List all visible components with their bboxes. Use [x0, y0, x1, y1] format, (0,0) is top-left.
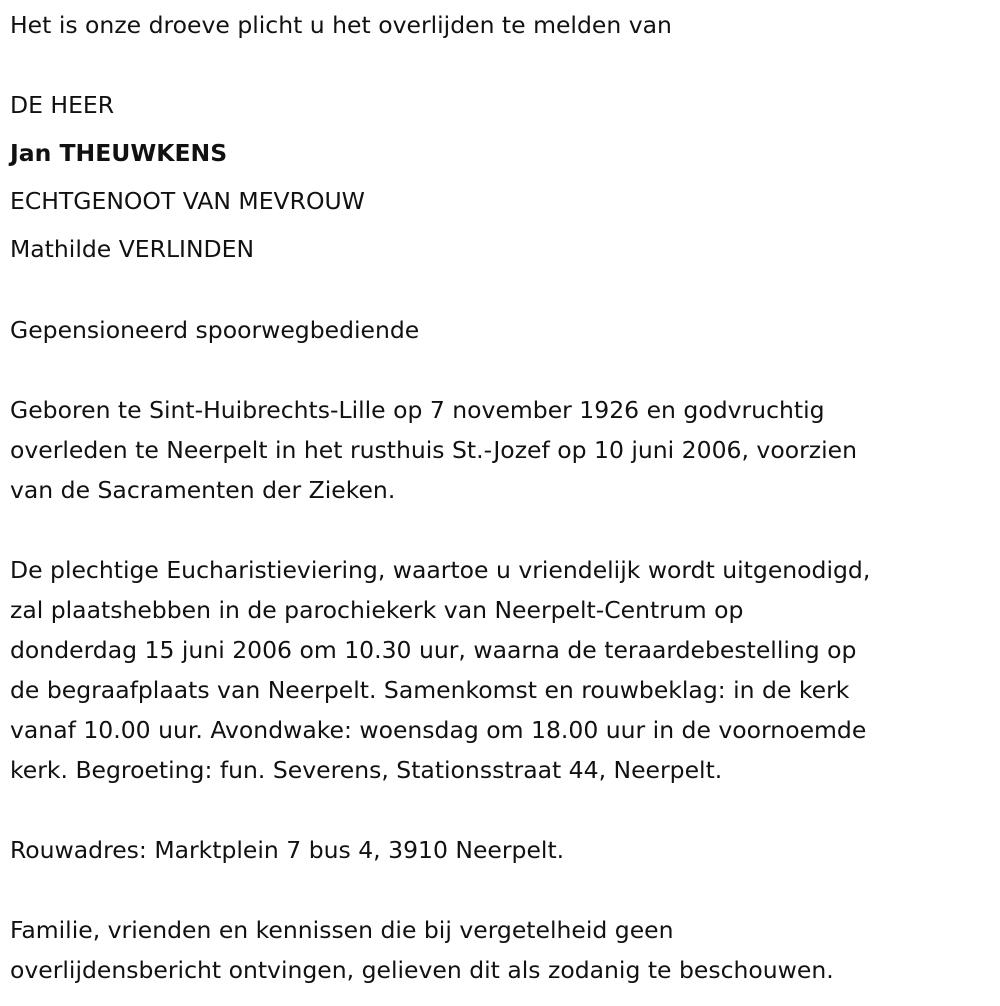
- ceremony-line: donderdag 15 juni 2006 om 10.30 uur, waarna de teraardebestelling op: [10, 636, 857, 664]
- ceremony-line: zal plaatshebben in de parochiekerk van Neerpelt-Centrum op: [10, 596, 744, 624]
- closing-line: overlijdensbericht ontvingen, gelieven dit als zodanig te beschouwen.: [10, 956, 834, 984]
- occupation-text: Gepensioneerd spoorwegbediende: [10, 316, 420, 344]
- birth-death-line: Geboren te Sint-Huibrechts-Lille op 7 november 1926 en godvruchtig: [10, 396, 825, 424]
- deceased-name: Jan THEUWKENS: [10, 139, 228, 167]
- ceremony-line: de begraafplaats van Neerpelt. Samenkomst en rouwbeklag: in de kerk: [10, 676, 850, 704]
- spouse-name: Mathilde VERLINDEN: [10, 235, 255, 263]
- ceremony-line: De plechtige Eucharistieviering, waartoe u vriendelijk wordt uitgenodigd,: [10, 556, 871, 584]
- closing-line: Familie, vrienden en kennissen die bij vergetelheid geen: [10, 916, 674, 944]
- ceremony-line: kerk. Begroeting: fun. Severens, Stationsstraat 44, Neerpelt.: [10, 756, 723, 784]
- spouse-label: ECHTGENOOT VAN MEVROUW: [10, 187, 365, 215]
- birth-death-line: van de Sacramenten der Zieken.: [10, 476, 396, 504]
- intro-text: Het is onze droeve plicht u het overlijden te melden van: [10, 11, 672, 39]
- address-text: Rouwadres: Marktplein 7 bus 4, 3910 Neerpelt.: [10, 836, 565, 864]
- ceremony-line: vanaf 10.00 uur. Avondwake: woensdag om 18.00 uur in de voornoemde: [10, 716, 867, 744]
- title-text: DE HEER: [10, 91, 115, 119]
- birth-death-line: overleden te Neerpelt in het rusthuis St.-Jozef op 10 juni 2006, voorzien: [10, 436, 857, 464]
